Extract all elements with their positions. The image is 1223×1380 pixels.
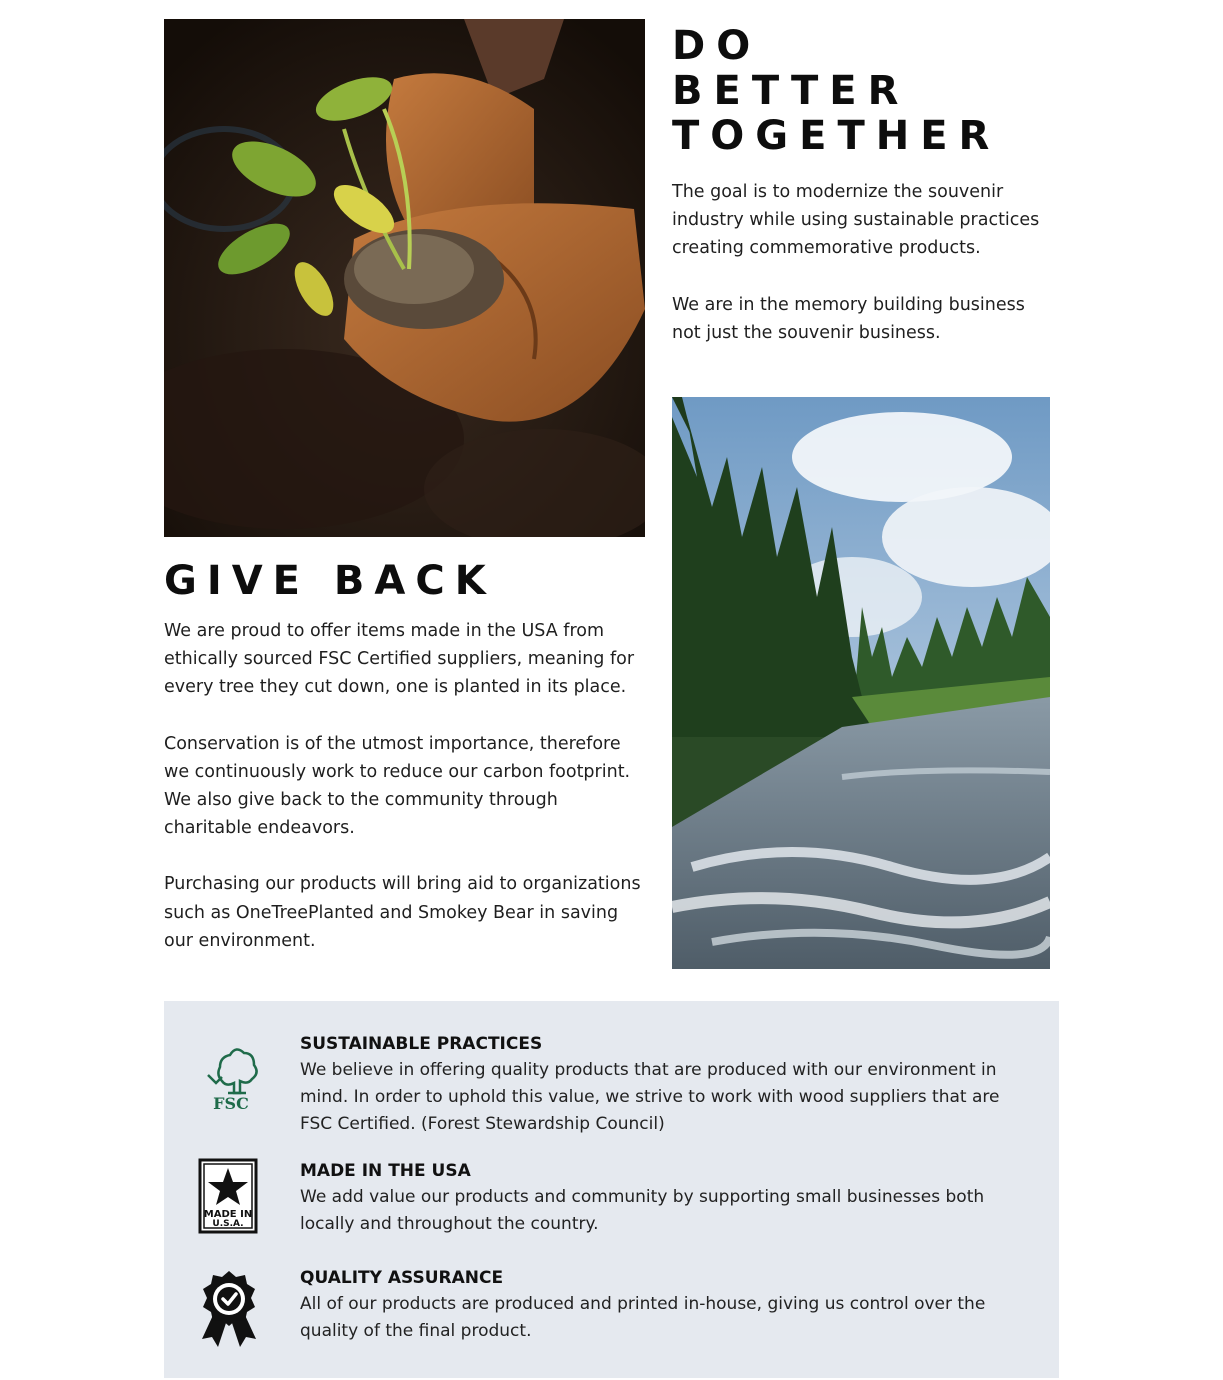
mission-text [672, 178, 1052, 375]
heading-line-do: DO [672, 23, 762, 69]
fsc-logo-icon [198, 1039, 264, 1111]
heading-line-together: TOGETHER [672, 113, 1001, 159]
mission-paragraph-2: We are in the memory building business not just the souvenir business. [672, 294, 1025, 343]
give-back-heading: GIVE BACK [164, 558, 496, 604]
river-forest-photo [672, 397, 1050, 969]
give-back-paragraph-1: We are proud to offer items made in the USA from ethically sourced FSC Certified suppliers, meaning for every tree they cut down, one is planted in its place. [164, 621, 635, 698]
do-better-together-heading [672, 24, 1092, 159]
feature-title-sustainable: SUSTAINABLE PRACTICES [300, 1034, 543, 1054]
feature-description-usa: We add value our products and community by supporting small businesses both locally and throughout the country. [300, 1187, 985, 1234]
fsc-logo-text: FSC [213, 1094, 249, 1111]
mission-paragraph-1: The goal is to modernize the souvenir industry while using sustainable practices creating commemorative products. [672, 182, 1040, 259]
made-in-text: MADE IN [203, 1209, 253, 1220]
features-panel [164, 1001, 1059, 1378]
made-in-usa-icon [198, 1158, 264, 1234]
quality-badge-icon [198, 1269, 264, 1349]
usa-text: U.S.A. [212, 1219, 244, 1229]
give-back-paragraph-2: Conservation is of the utmost importance, therefore we continuously work to reduce our carbon footprint. We also give back to the community through charitable endeavors. [164, 733, 631, 839]
give-back-text [164, 617, 649, 983]
feature-title-quality: QUALITY ASSURANCE [300, 1268, 504, 1288]
give-back-paragraph-3: Purchasing our products will bring aid to organizations such as OneTreePlanted and Smokey Bear in saving our environment. [164, 874, 641, 951]
feature-description-sustainable: We believe in offering quality products that are produced with our environment in mind. In order to uphold this value, we strive to work with wood suppliers that are FSC Certified. (Forest Stewardship Council) [300, 1060, 1000, 1134]
feature-description-quality: All of our products are produced and printed in-house, giving us control over the quality of the final product. [300, 1294, 986, 1341]
feature-title-usa: MADE IN THE USA [300, 1161, 471, 1181]
heading-line-better: BETTER [672, 68, 910, 114]
planting-hands-photo [164, 19, 645, 537]
